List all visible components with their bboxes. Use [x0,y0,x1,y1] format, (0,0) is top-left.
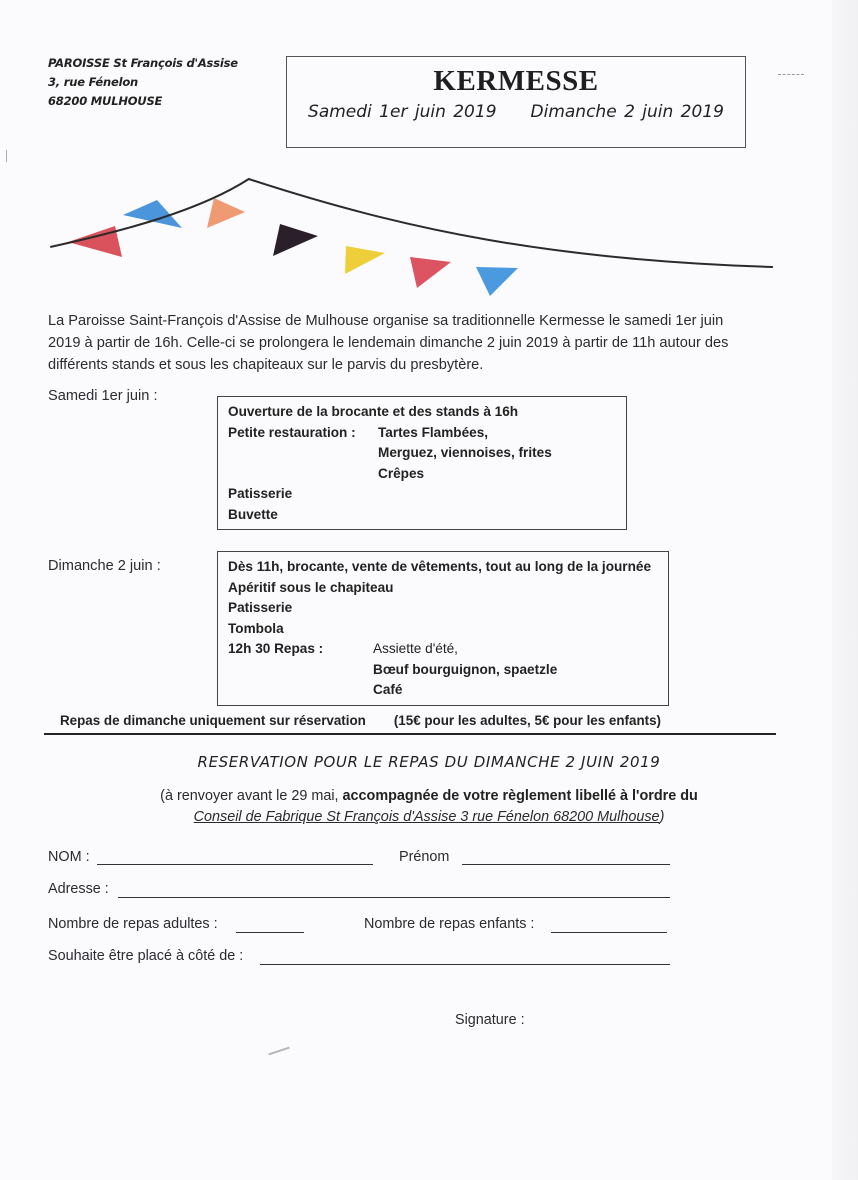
address-line: 68200 MULHOUSE [48,94,163,108]
flag-icon [476,267,518,296]
sunday-program-box [217,551,669,706]
divider [44,733,776,735]
food-row [228,443,616,464]
saturday-program-box [217,396,627,530]
food-item: Crêpes [378,465,425,481]
sunday-item: Patisserie [228,600,293,615]
date-saturday: Samedi 1er juin 2019 [308,102,497,122]
address-line: 3, rue Fénelon [48,75,139,89]
adultes-field[interactable] [236,932,304,933]
event-dates [287,102,745,122]
place-field[interactable] [260,964,670,965]
payee-address [0,809,858,825]
title-box [286,56,746,148]
parish-address [48,54,238,111]
flag-icon [207,198,245,228]
sunday-item: Apéritif sous le chapiteau [228,579,394,595]
scan-mark [268,1047,290,1056]
place-label: Souhaite être placé à côté de : [48,948,244,964]
food-item: Merguez, viennoises, frites [378,445,552,460]
payee-address-text: Conseil de Fabrique St François d'Assise 3 rue Fénelon 68200 Mulhouse [193,809,660,825]
food-row [228,464,616,485]
prenom-label: Prénom [399,849,450,865]
saturday-label: Samedi 1er juin : [48,388,158,404]
saturday-opening: Ouverture de la brocante et des stands à 16h [228,404,519,419]
saturday-extra: Patisserie [228,486,293,501]
intro-paragraph [48,310,788,376]
instructions-bold: accompagnée de votre règlement libellé à l'ordre du [342,788,698,804]
address-line: PAROISSE St François d'Assise [48,56,238,70]
intro-line: différents stands et sous les chapiteaux sur le parvis du presbytère. [48,357,484,373]
intro-line: 2019 à partir de 16h. Celle-ci se prolongera le lendemain dimanche 2 juin 2019 à partir de 11h autour des [48,335,729,351]
bunting-decoration-icon [40,170,780,300]
food-item: Tartes Flambées, [378,424,489,440]
flag-icon [410,257,451,288]
reservation-title: RESERVATION POUR LE REPAS DU DIMANCHE 2 JUIN 2019 [197,753,661,771]
intro-line: La Paroisse Saint-François d'Assise de Mulhouse organise sa traditionnelle Kermesse le samedi 1er juin [48,313,724,329]
sunday-item: Tombola [228,620,284,636]
meal-item: Assiette d'été, [373,641,458,656]
nom-label: NOM : [48,849,90,865]
sunday-label: Dimanche 2 juin : [48,558,161,574]
scan-edge-shade [832,0,858,1180]
adresse-field[interactable] [118,897,670,898]
meal-row [228,680,658,701]
nom-field[interactable] [97,864,373,865]
notice-prices: (15€ pour les adultes, 5€ pour les enfants) [393,713,661,728]
meal-row [228,660,658,681]
reservation-notice [60,713,661,728]
scan-mark [6,150,7,162]
meal-item: Bœuf bourguignon, spaetzle [373,661,558,677]
payee-address-close: ) [659,809,665,825]
reservation-instructions [0,788,858,804]
sunday-item: Dès 11h, brocante, vente de vêtements, tout au long de la journée [228,559,652,574]
food-label: Petite restauration : [228,424,356,440]
page-title: KERMESSE [433,65,599,97]
meal-item: Café [373,682,403,697]
instructions-plain: (à renvoyer avant le 29 mai, [160,788,343,804]
flag-icon [273,224,318,256]
enfants-field[interactable] [551,932,667,933]
adresse-label: Adresse : [48,881,109,897]
notice-text: Repas de dimanche uniquement sur réservation [60,713,366,728]
adultes-label: Nombre de repas adultes : [48,916,218,932]
signature-label: Signature : [455,1012,525,1028]
scan-mark [778,74,804,76]
date-sunday: Dimanche 2 juin 2019 [530,102,724,122]
flag-icon [345,246,385,274]
meal-row [228,639,658,660]
food-row [228,423,616,444]
prenom-field[interactable] [462,864,670,865]
meal-label: 12h 30 Repas : [228,641,324,656]
saturday-extra: Buvette [228,506,278,522]
string-icon [50,179,773,267]
enfants-label: Nombre de repas enfants : [364,916,535,932]
